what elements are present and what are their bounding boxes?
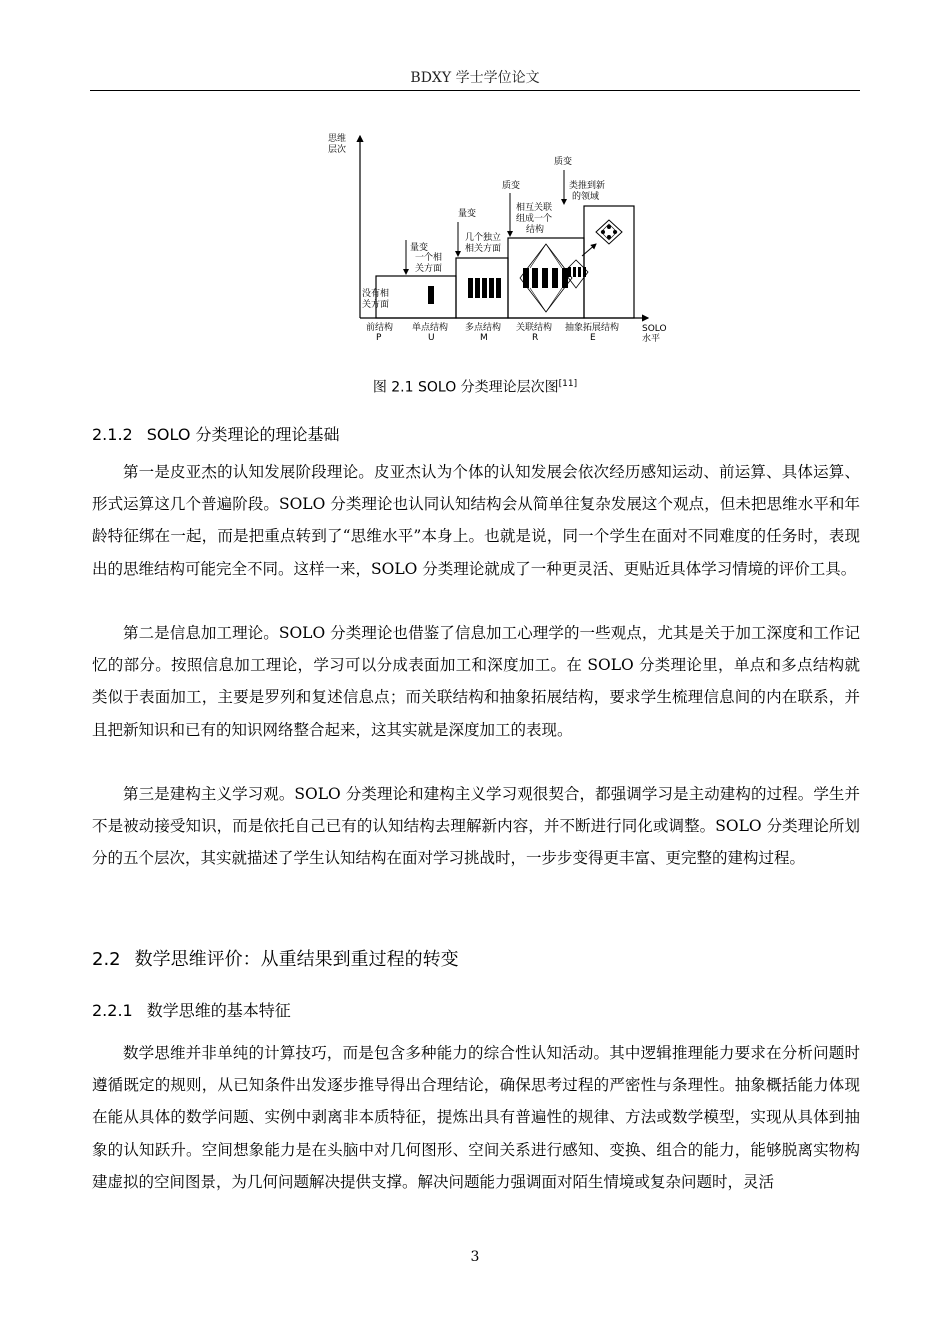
label-e-code: E [590,333,596,343]
figure-caption-text: 图 2.1 SOLO 分类理论层次图 [372,379,559,396]
paragraph: 第二是信息加工理论。SOLO 分类理论也借鉴了信息加工心理学的一些观点，尤其是关于加工深度和工作记忆的部分。按照信息加工理论，学习可以分成表面加工和深度加工。在 SOLO 分类理论里，单点和多点结构就类似于表面加工，主要是罗列和复述信息点；而关联结构和抽象拓展结构，要求学生梳理信息间的内在联系，并且把新知识和已有的知识网络整合起来，这其实就是深度加工的表现。 [92,624,860,739]
section-title: 数学思维的基本特征 [146,1001,291,1020]
desc-u-2: 关方面 [415,264,443,274]
desc-p-1: 没有相 [362,289,390,299]
label-r-name: 关联结构 [516,323,553,333]
change-m: 量变 [458,209,477,219]
figure-caption [0,374,950,398]
change-e: 质变 [554,157,573,167]
section-number: 2.2.1 [92,1001,133,1020]
section-heading-2-2-1 [92,1000,291,1022]
section-title: SOLO 分类理论的理论基础 [146,425,340,444]
desc-u-1: 一个相 [415,253,443,263]
desc-r-2: 组成一个 [516,214,553,224]
solo-diagram [320,128,670,348]
paragraph: 第一是皮亚杰的认知发展阶段理论。皮亚杰认为个体的认知发展会依次经历感知运动、前运算、具体运算、形式运算这几个普遍阶段。SOLO 分类理论也认同认知结构会从简单往复杂发展这个观点，但未把思维水平和年龄特征绑在一起，而是把重点转到了“思维水平”本身上。也就是说，同一个学生在面对不同难度的任务时，表现出的思维结构可能完全不同。这样一来，SOLO 分类理论就成了一种更灵活、更贴近具体学习情境的评价工具。 [92,463,860,578]
label-e-name: 抽象拓展结构 [565,323,620,333]
label-m-code: M [480,333,488,343]
desc-p-2: 关方面 [362,300,390,310]
section-title: 数学思维评价：从重结果到重过程的转变 [134,949,459,970]
solo-taxonomy-figure [320,128,670,352]
desc-m-1: 几个独立 [465,233,502,243]
label-m-name: 多点结构 [465,323,502,333]
paragraph: 数学思维并非单纯的计算技巧，而是包含多种能力的综合性认知活动。其中逻辑推理能力要求在分析问题时遵循既定的规则，从已知条件出发逐步推导得出合理结论，确保思考过程的严密性与条理性。抽象概括能力体现在能从具体的数学问题、实例中剥离非本质特征，提炼出具有普遍性的规律、方法或数学模型，实现从具体到抽象的认知跃升。空间想象能力是在头脑中对几何图形、空间关系进行感知、变换、组合的能力，能够脱离实物构建虚拟的空间图景，为几何问题解决提供支撑。解决问题能力强调面对陌生情境或复杂问题时，灵活 [92,1044,860,1191]
label-r-code: R [532,333,539,343]
label-u-code: U [428,333,435,343]
page-number: 3 [470,1249,480,1265]
x-axis-label-2: 水平 [642,334,661,344]
change-u: 量变 [410,243,429,253]
header-title: BDXY 学士学位论文 [410,70,540,86]
section-heading-2-1-2 [92,424,340,446]
desc-e-2: 的领域 [572,192,600,202]
label-u-name: 单点结构 [412,323,449,333]
section-heading-2-2 [92,948,459,972]
paragraph: 第三是建构主义学习观。SOLO 分类理论和建构主义学习观很契合，都强调学习是主动建构的过程。学生并不是被动接受知识，而是依托自己已有的认知结构去理解新内容，并不断进行同化或调整。SOLO 分类理论所划分的五个层次，其实就描述了学生认知结构在面对学习挑战时，一步步变得更丰富、更完整的建构过程。 [92,785,860,868]
section-number: 2.1.2 [92,425,133,444]
label-p-name: 前结构 [366,323,394,333]
figure-caption-ref: [11] [558,379,578,389]
label-p-code: P [376,333,382,343]
extended-abstract-structure [564,220,622,288]
desc-e-1: 类推到新 [569,181,606,191]
multistructural-bars [468,278,501,298]
x-axis-label-1: SOLO [642,324,667,334]
desc-r-3: 结构 [526,225,545,235]
unistructural-bar [428,286,434,304]
y-axis-label-1: 思维 [328,134,347,144]
y-axis-label-2: 层次 [328,145,347,155]
change-r: 质变 [502,181,521,191]
desc-r-1: 相互关联 [516,203,553,213]
page-header [90,70,860,91]
section-number: 2.2 [92,949,121,970]
relational-structure [520,244,572,312]
box-extended-abstract [584,206,634,318]
desc-m-2: 相关方面 [465,244,502,254]
